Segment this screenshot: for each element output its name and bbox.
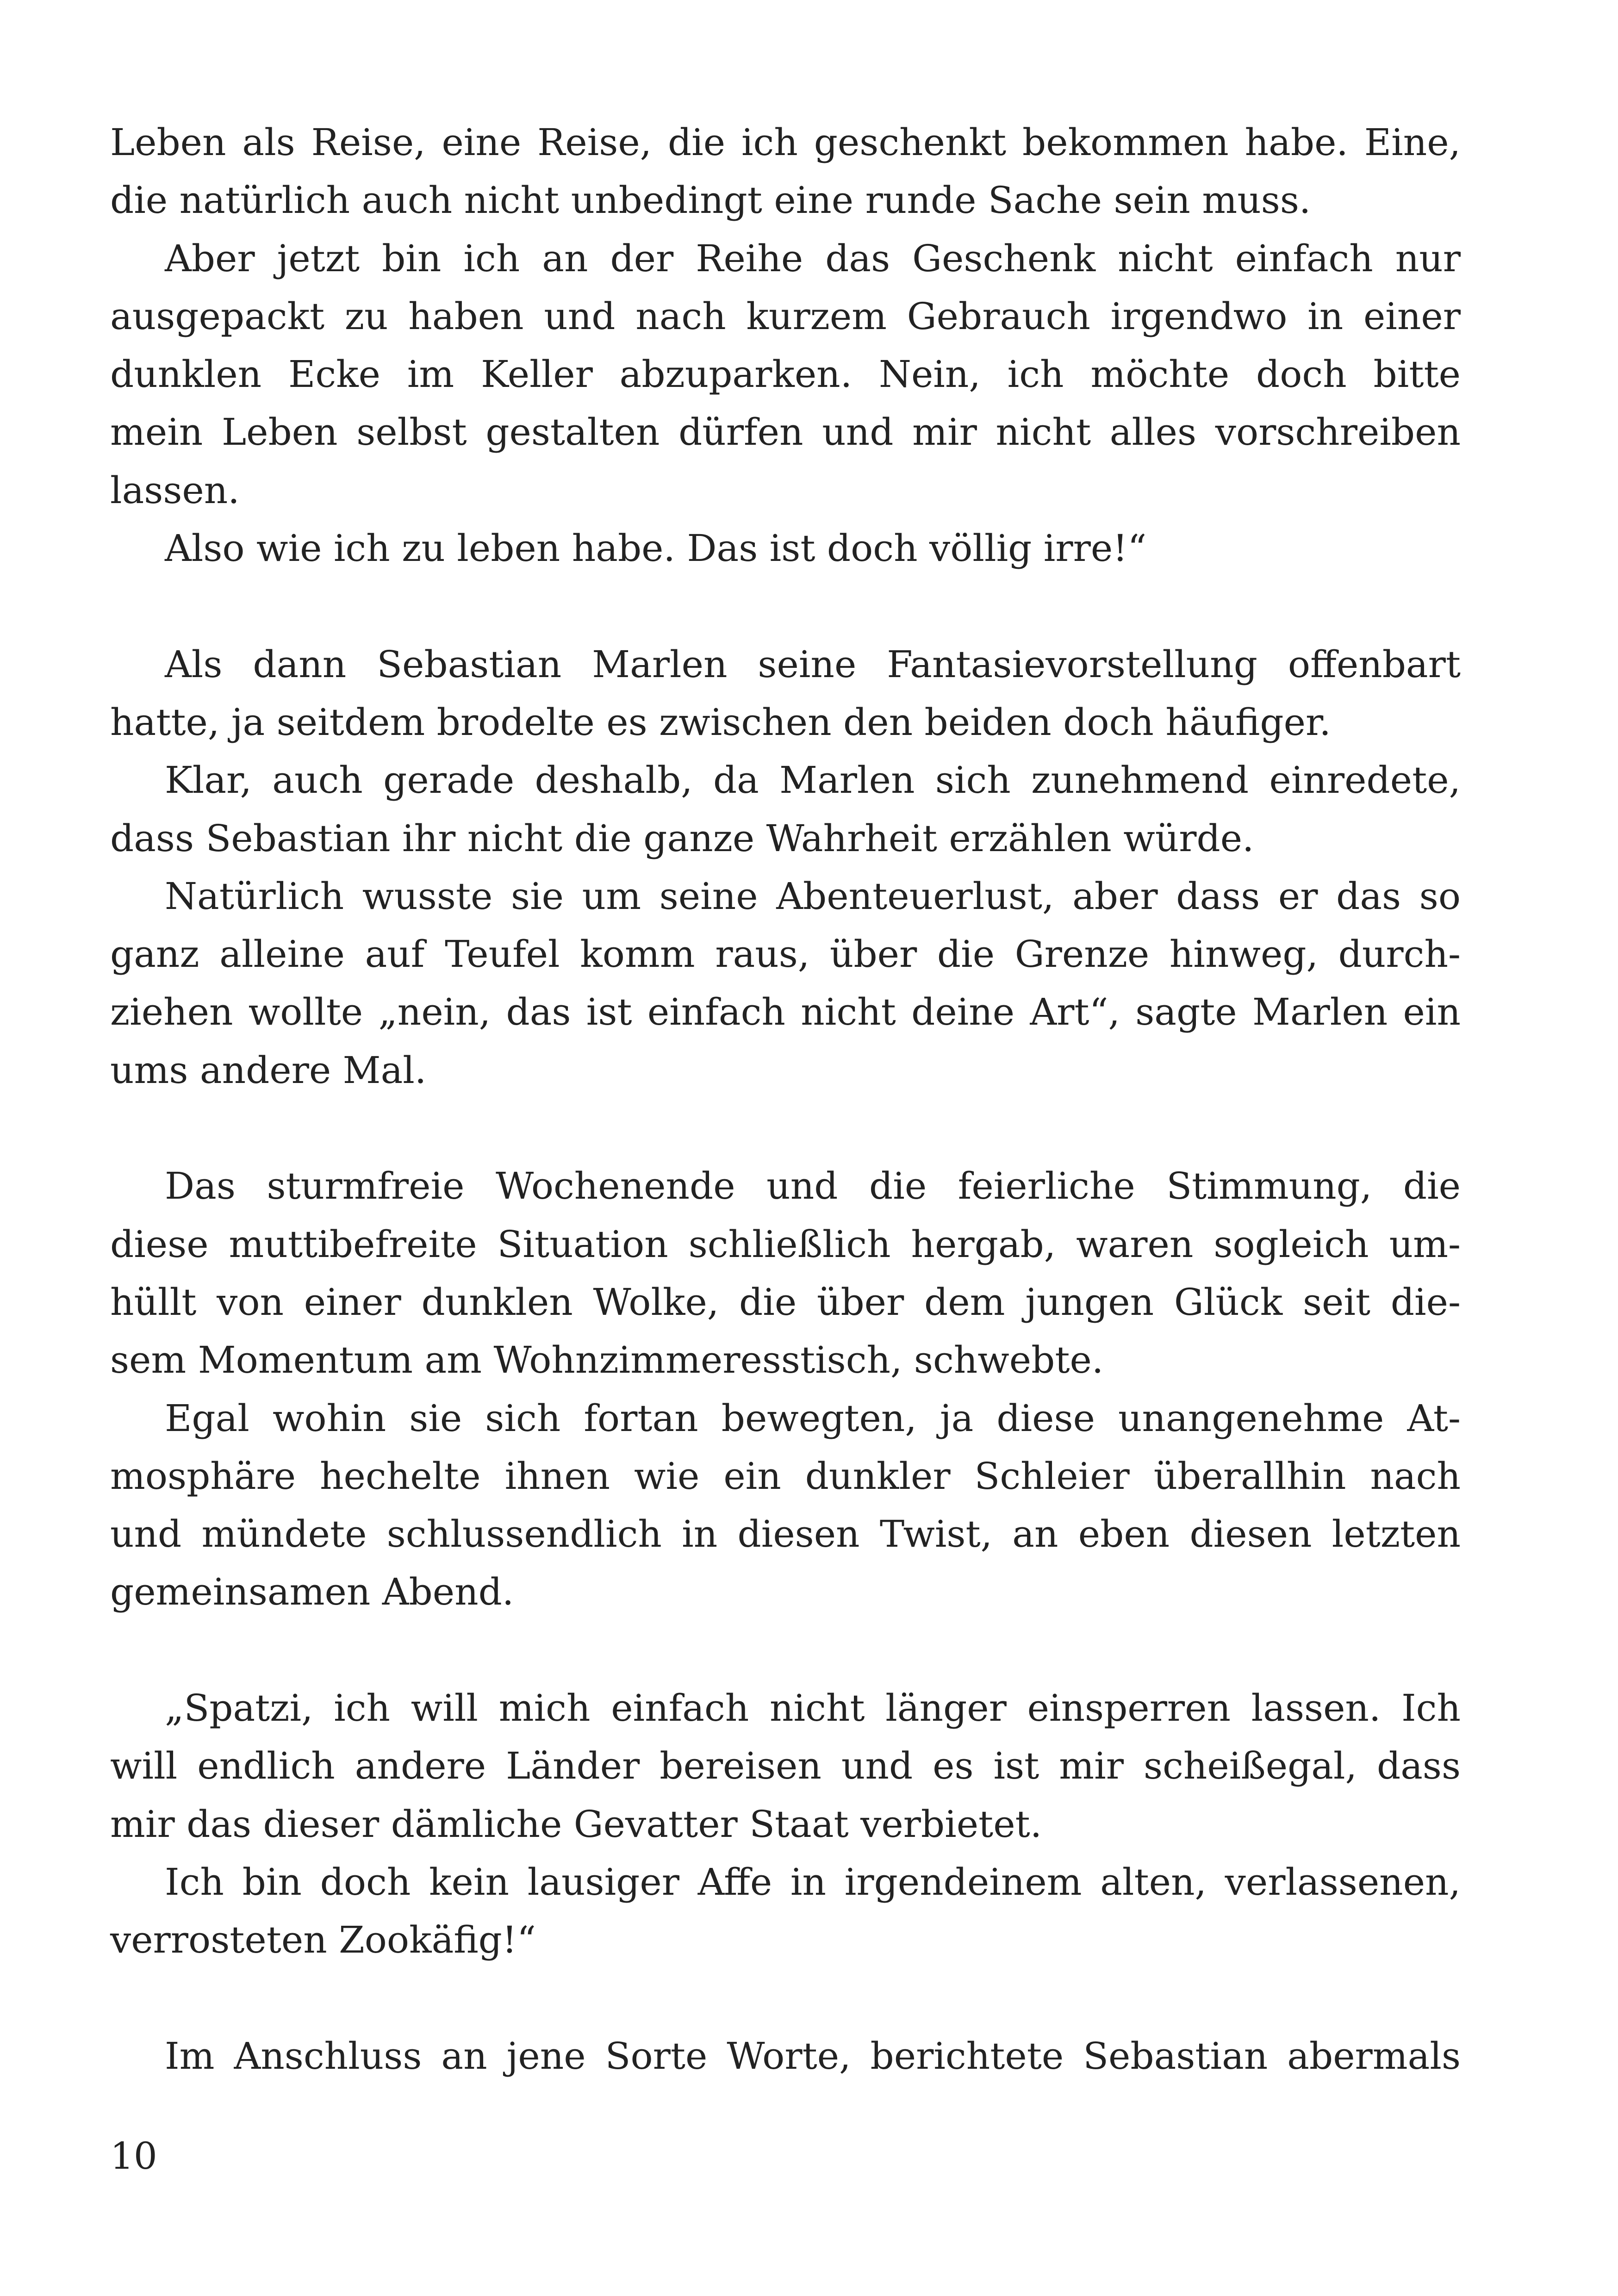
text-line: Leben als Reise, eine Reise, die ich geschenkt bekommen habe. Eine, [110,121,1461,164]
paragraph-gap [110,1969,1461,2027]
text-line: Natürlich wusste sie um seine Abenteuerlust, aber dass er das so [165,874,1461,918]
text-line: dass Sebastian ihr nicht die ganze Wahrheit erzählen würde. [110,816,1254,860]
text-line: Klar, auch gerade deshalb, da Marlen sich zunehmend einredete, [165,759,1461,802]
text-line: Das sturmfreie Wochenende und die feierliche Stimmung, die [165,1164,1461,1208]
text-line: verrosteten Zookäfig!“ [110,1918,536,1962]
text-line: Also wie ich zu leben habe. Das ist doch völlig irre!“ [165,527,1147,570]
text-line: ziehen wollte „nein, das ist einfach nicht deine Art“, sagte Marlen ein [110,990,1461,1034]
text-line: ums andere Mal. [110,1048,427,1092]
text-line: mir das dieser dämliche Gevatter Staat verbietet. [110,1802,1042,1846]
paragraph-gap [110,1099,1461,1157]
paragraph-gap [110,1621,1461,1679]
text-line: ganz alleine auf Teufel komm raus, über die Grenze hinweg, durch- [110,933,1461,976]
text-line: mosphäre hechelte ihnen wie ein dunkler Schleier überallhin nach [110,1454,1461,1498]
text-line: diese muttibefreite Situation schließlich hergab, waren sogleich um- [110,1222,1461,1266]
text-line: die natürlich auch nicht unbedingt eine runde Sache sein muss. [110,179,1311,222]
text-line: lassen. [110,468,240,512]
body-text [110,113,1461,2085]
page-number: 10 [110,2134,157,2178]
paragraph-gap [110,577,1461,635]
text-line: Aber jetzt bin ich an der Reihe das Geschenk nicht einfach nur [165,236,1461,280]
text-line: Im Anschluss an jene Sorte Worte, berichtete Sebastian abermals [165,2034,1461,2078]
text-line: sem Momentum am Wohnzimmeresstisch, schwebte. [110,1338,1104,1382]
text-line: mein Leben selbst gestalten dürfen und mir nicht alles vorschreiben [110,411,1461,454]
text-line: hüllt von einer dunklen Wolke, die über dem jungen Glück seit die- [110,1280,1461,1324]
text-line: Egal wohin sie sich fortan bewegten, ja diese unangenehme At- [165,1396,1461,1440]
text-line: gemeinsamen Abend. [110,1570,514,1614]
text-line: „Spatzi, ich will mich einfach nicht länger einsperren lassen. Ich [165,1686,1461,1730]
text-line: ausgepackt zu haben und nach kurzem Gebrauch irgendwo in einer [110,294,1461,338]
text-line: will endlich andere Länder bereisen und es ist mir scheißegal, dass [110,1744,1461,1788]
text-line: Ich bin doch kein lausiger Affe in irgendeinem alten, verlassenen, [165,1860,1461,1904]
text-line: und mündete schlussendlich in diesen Twist, an eben diesen letzten [110,1512,1461,1556]
text-line: hatte, ja seitdem brodelte es zwischen den beiden doch häufiger. [110,700,1331,744]
text-line: dunklen Ecke im Keller abzuparken. Nein, ich möchte doch bitte [110,353,1461,396]
text-line: Als dann Sebastian Marlen seine Fantasievorstellung offenbart [165,642,1461,686]
